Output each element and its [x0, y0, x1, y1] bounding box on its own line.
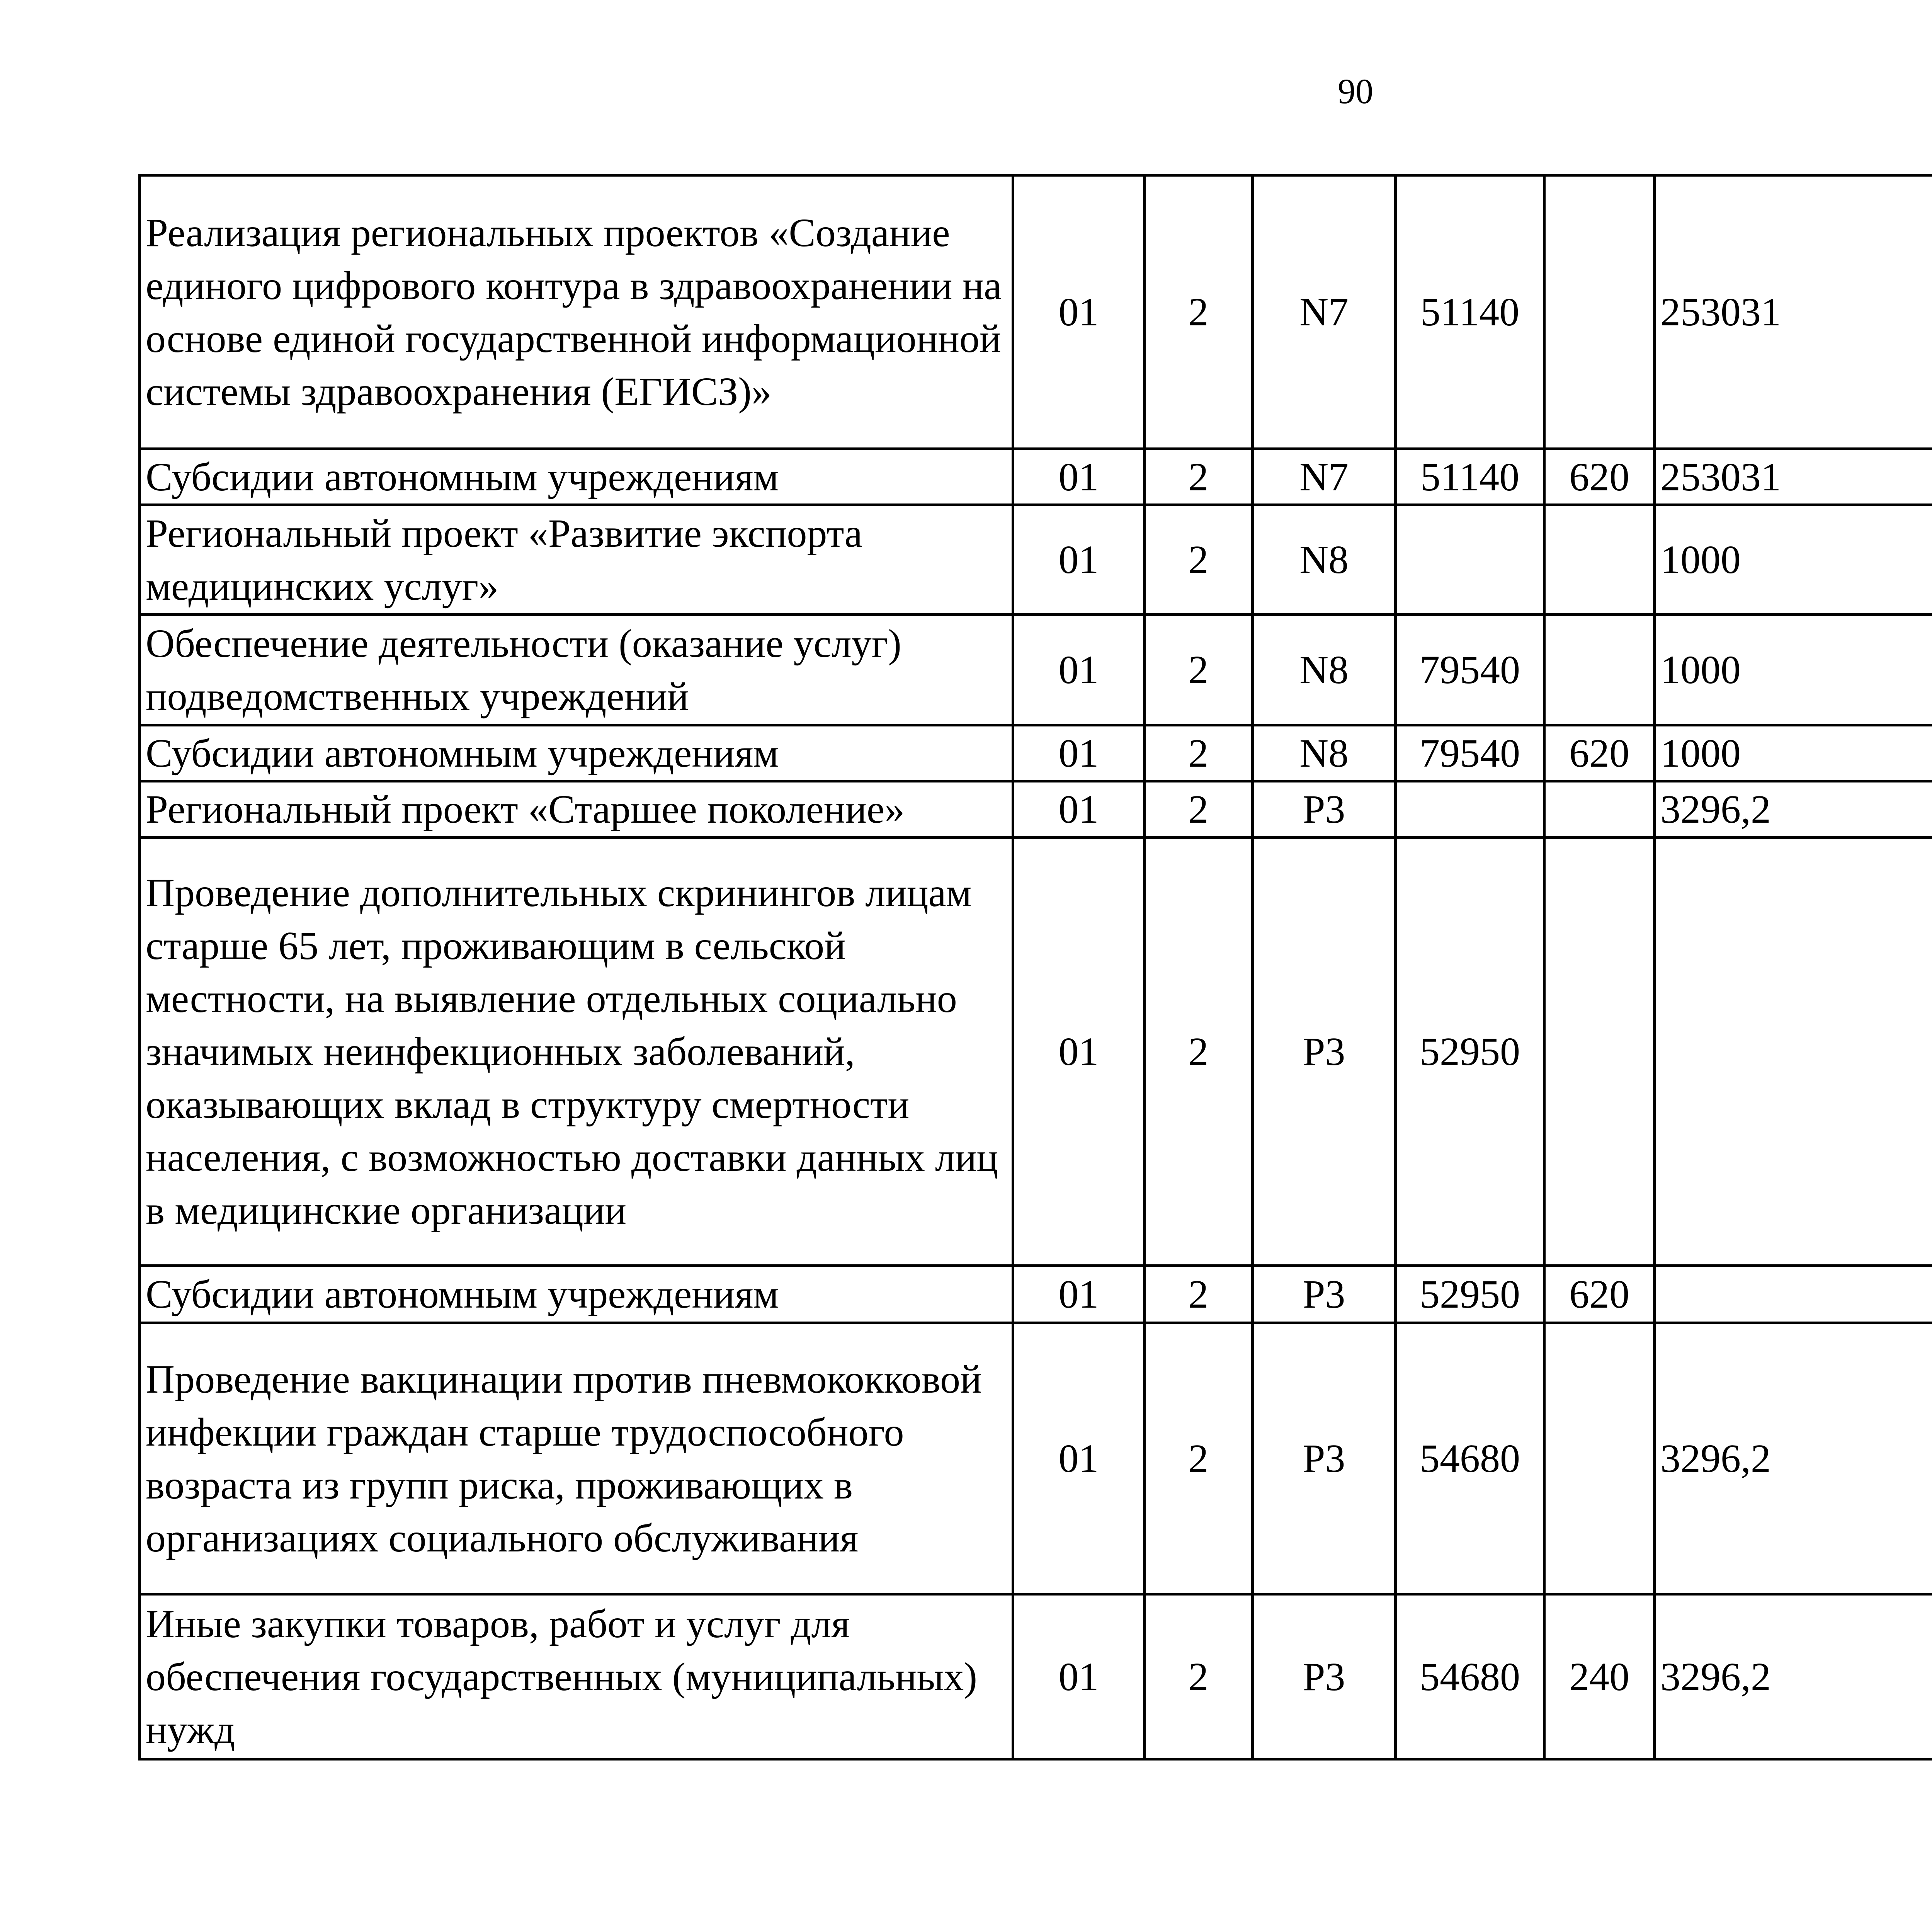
row-program-code: 01: [1013, 725, 1145, 781]
row-subprogram-code: 2: [1145, 781, 1253, 838]
row-subprogram-code: 2: [1145, 449, 1253, 505]
row-measure-code: N7: [1253, 449, 1396, 505]
row-subprogram-code: 2: [1145, 505, 1253, 615]
table-row: [140, 175, 1932, 449]
row-program-code: 01: [1013, 1323, 1145, 1594]
row-name: Региональный проект «Развитие экспорта медицинских услуг»: [140, 505, 1013, 615]
page-number: 90: [1338, 71, 1373, 111]
row-amount-year1: [1655, 838, 1932, 1266]
row-expense-type: 620: [1544, 725, 1655, 781]
row-direction-code: 51140: [1396, 449, 1544, 505]
row-measure-code: N8: [1253, 725, 1396, 781]
row-name: Обеспечение деятельности (оказание услуг) подведомственных учреждений: [140, 615, 1013, 725]
row-direction-code: [1396, 505, 1544, 615]
row-name: Региональный проект «Старшее поколение»: [140, 781, 1013, 838]
row-name: Иные закупки товаров, работ и услуг для обеспечения государственных (муниципальных) нужд: [140, 1594, 1013, 1759]
row-subprogram-code: 2: [1145, 725, 1253, 781]
row-program-code: 01: [1013, 615, 1145, 725]
row-program-code: 01: [1013, 449, 1145, 505]
row-direction-code: 54680: [1396, 1594, 1544, 1759]
row-expense-type: 620: [1544, 1266, 1655, 1323]
row-amount-year1: 253031: [1655, 175, 1932, 449]
row-name: Реализация региональных проектов «Создание единого цифрового контура в здравоохранении на основе единой государственной информационной системы здравоохранения (ЕГИСЗ)»: [140, 175, 1013, 449]
row-measure-code: N7: [1253, 175, 1396, 449]
table-row: [140, 449, 1932, 505]
row-expense-type: [1544, 838, 1655, 1266]
table-row: [140, 725, 1932, 781]
row-program-code: 01: [1013, 838, 1145, 1266]
row-measure-code: P3: [1253, 838, 1396, 1266]
row-expense-type: [1544, 505, 1655, 615]
row-program-code: 01: [1013, 175, 1145, 449]
row-program-code: 01: [1013, 505, 1145, 615]
row-amount-year1: 3296,2: [1655, 781, 1932, 838]
row-direction-code: 79540: [1396, 615, 1544, 725]
table-row: [140, 505, 1932, 615]
table-row: [140, 1323, 1932, 1594]
row-subprogram-code: 2: [1145, 1266, 1253, 1323]
row-direction-code: [1396, 781, 1544, 838]
row-program-code: 01: [1013, 1594, 1145, 1759]
row-direction-code: 54680: [1396, 1323, 1544, 1594]
row-direction-code: 52950: [1396, 838, 1544, 1266]
table-row: [140, 838, 1932, 1266]
row-measure-code: P3: [1253, 1323, 1396, 1594]
row-expense-type: 620: [1544, 449, 1655, 505]
table-row: [140, 615, 1932, 725]
row-name: Проведение вакцинации против пневмококковой инфекции граждан старше трудоспособного возраста из групп риска, проживающих в организациях социального обслуживания: [140, 1323, 1013, 1594]
row-subprogram-code: 2: [1145, 1594, 1253, 1759]
row-name: Субсидии автономным учреждениям: [140, 449, 1013, 505]
table-row: [140, 781, 1932, 838]
budget-table: [138, 174, 1932, 1761]
budget-table-body: [140, 175, 1932, 1759]
table-row: [140, 1594, 1932, 1759]
row-expense-type: [1544, 615, 1655, 725]
table-row: [140, 1266, 1932, 1323]
row-measure-code: N8: [1253, 615, 1396, 725]
row-amount-year1: 1000: [1655, 615, 1932, 725]
row-amount-year1: 253031: [1655, 449, 1932, 505]
row-subprogram-code: 2: [1145, 1323, 1253, 1594]
row-direction-code: 51140: [1396, 175, 1544, 449]
row-measure-code: P3: [1253, 1594, 1396, 1759]
row-amount-year1: 3296,2: [1655, 1594, 1932, 1759]
row-program-code: 01: [1013, 1266, 1145, 1323]
row-name: Субсидии автономным учреждениям: [140, 725, 1013, 781]
row-expense-type: 240: [1544, 1594, 1655, 1759]
row-expense-type: [1544, 175, 1655, 449]
row-program-code: 01: [1013, 781, 1145, 838]
row-expense-type: [1544, 1323, 1655, 1594]
row-direction-code: 79540: [1396, 725, 1544, 781]
row-amount-year1: [1655, 1266, 1932, 1323]
row-amount-year1: 3296,2: [1655, 1323, 1932, 1594]
row-name: Субсидии автономным учреждениям: [140, 1266, 1013, 1323]
row-amount-year1: 1000: [1655, 725, 1932, 781]
row-name: Проведение дополнительных скринингов лицам старше 65 лет, проживающим в сельской местности, на выявление отдельных социально значимых неинфекционных заболеваний, оказывающих вклад в структуру смертности населения, с возможностью доставки данных лиц в медицинские организации: [140, 838, 1013, 1266]
row-subprogram-code: 2: [1145, 838, 1253, 1266]
row-expense-type: [1544, 781, 1655, 838]
row-amount-year1: 1000: [1655, 505, 1932, 615]
row-measure-code: N8: [1253, 505, 1396, 615]
row-subprogram-code: 2: [1145, 615, 1253, 725]
row-direction-code: 52950: [1396, 1266, 1544, 1323]
row-measure-code: P3: [1253, 1266, 1396, 1323]
row-measure-code: P3: [1253, 781, 1396, 838]
row-subprogram-code: 2: [1145, 175, 1253, 449]
